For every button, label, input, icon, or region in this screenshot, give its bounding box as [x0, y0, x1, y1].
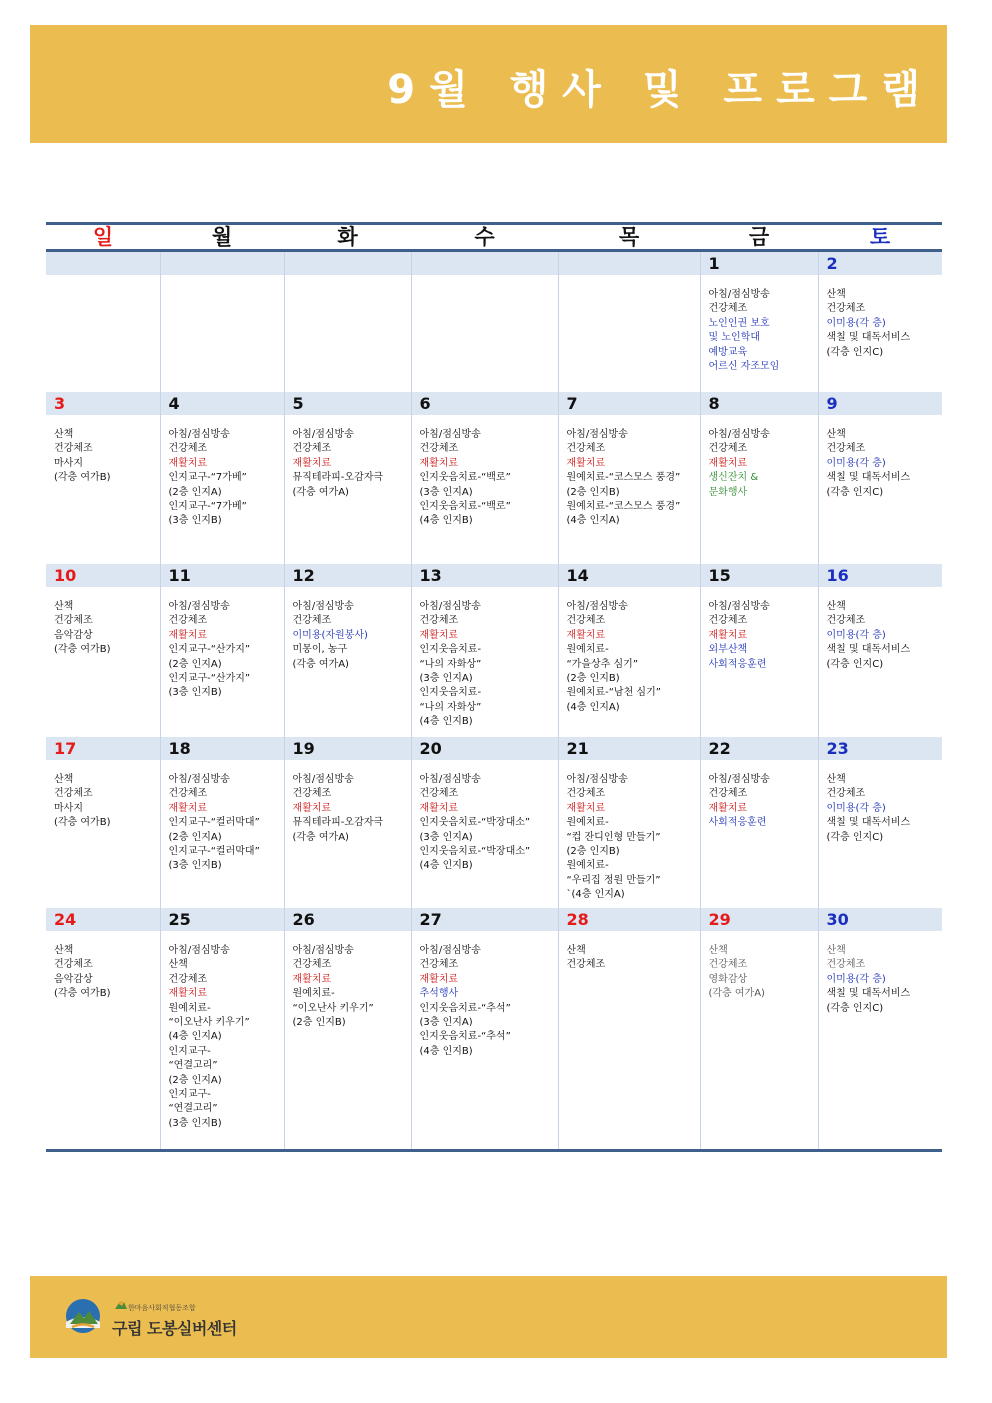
program-item: 추석행사	[419, 988, 459, 1000]
weekday-saturday: 토	[818, 224, 942, 251]
program-item: 재활치료	[419, 973, 459, 985]
date-cell-saturday: 16	[818, 564, 942, 587]
program-row	[46, 275, 942, 392]
program-item: 건강체조	[292, 788, 332, 800]
program-item: (2층 인지B)	[566, 486, 620, 498]
program-item: 산책	[826, 289, 846, 300]
program-item: 인지웃음치료-“추석”	[419, 1031, 511, 1043]
program-item: “컵 잔디인형 만들기”	[566, 831, 661, 843]
program-cell-wednesday	[411, 587, 558, 737]
program-item: 및 노인학대	[708, 332, 760, 344]
weekday-monday: 월	[160, 224, 284, 251]
date-cell-tuesday: 12	[284, 564, 411, 587]
program-cell-tuesday	[284, 931, 411, 1150]
program-item: 재활치료	[566, 629, 606, 641]
program-item: 건강체조	[54, 788, 93, 800]
program-item: 건강체조	[826, 303, 866, 315]
program-item: 아침/점심방송	[566, 774, 628, 785]
date-cell-tuesday: 5	[284, 392, 411, 415]
date-cell-friday: 15	[700, 564, 818, 587]
program-item: 원예치료-“남천 심기”	[566, 687, 661, 699]
weekday-sunday: 일	[46, 224, 160, 251]
date-cell-thursday: 7	[558, 392, 700, 415]
program-item: “연결고리”	[168, 1060, 218, 1072]
program-item: 아침/점심방송	[419, 774, 481, 785]
program-item: 음악감상	[54, 629, 93, 641]
program-item: 산책	[168, 959, 188, 971]
program-item: 건강체조	[566, 443, 606, 455]
program-item: 산책	[708, 945, 728, 956]
program-cell-monday	[160, 415, 284, 564]
program-item: (4층 인지A)	[566, 701, 620, 713]
program-item: (각층 여가A)	[708, 988, 765, 1000]
program-cell-friday	[700, 275, 818, 392]
program-item: “이오난사 키우기”	[168, 1017, 250, 1029]
program-cell-thursday	[558, 587, 700, 737]
weekday-friday: 금	[700, 224, 818, 251]
program-item: 사회적응훈련	[708, 817, 767, 829]
program-item: (3층 인지A)	[419, 831, 473, 843]
program-cell-friday	[700, 587, 818, 737]
program-item: 이미용(각 층)	[826, 457, 886, 469]
program-item: 인지교구-“컬러막대”	[168, 817, 260, 829]
date-cell-thursday: 21	[558, 737, 700, 760]
program-cell-tuesday	[284, 275, 411, 392]
program-item: 재활치료	[168, 988, 208, 1000]
program-item: (3층 인지A)	[419, 486, 473, 498]
program-item: 재활치료	[292, 802, 332, 814]
program-item: 인지웃음치료-“박장대소”	[419, 817, 531, 829]
program-item: 건강체조	[708, 959, 748, 971]
program-item: 재활치료	[292, 973, 332, 985]
program-item: 아침/점심방송	[566, 429, 628, 440]
program-cell-sunday	[46, 415, 160, 564]
program-item: 건강체조	[419, 443, 459, 455]
program-item: 건강체조	[292, 959, 332, 971]
date-cell-friday: 1	[700, 251, 818, 276]
date-cell-monday: 11	[160, 564, 284, 587]
program-row	[46, 931, 942, 1150]
date-cell-sunday	[46, 251, 160, 276]
program-item: 인지교구-“산가지”	[168, 673, 251, 685]
program-item: 외부산책	[708, 644, 748, 656]
program-item: “나의 자화상”	[419, 658, 482, 670]
program-row	[46, 760, 942, 908]
date-cell-monday	[160, 251, 284, 276]
program-item: (4층 인지B)	[419, 716, 473, 728]
program-item: 건강체조	[292, 615, 332, 627]
date-cell-thursday: 14	[558, 564, 700, 587]
program-cell-saturday	[818, 275, 942, 392]
date-cell-monday: 18	[160, 737, 284, 760]
program-item: 아침/점심방송	[292, 945, 354, 956]
center-name: 구립 도봉실버센터	[112, 1319, 237, 1338]
program-item: 건강체조	[826, 443, 866, 455]
program-cell-saturday	[818, 931, 942, 1150]
program-item: (각층 여가B)	[54, 817, 111, 829]
weekday-tuesday: 화	[284, 224, 411, 251]
program-item: “나의 자화상”	[419, 701, 482, 713]
program-item: 건강체조	[419, 615, 459, 627]
program-item: 아침/점심방송	[708, 601, 770, 612]
program-item: (각층 인지C)	[826, 1002, 884, 1014]
program-item: 건강체조	[419, 788, 459, 800]
program-item: 재활치료	[566, 802, 606, 814]
program-cell-tuesday	[284, 415, 411, 564]
program-item: 색칠 및 대독서비스	[826, 644, 911, 656]
program-item: 재활치료	[708, 802, 748, 814]
program-item: 산책	[826, 774, 846, 785]
date-cell-sunday: 3	[46, 392, 160, 415]
date-cell-tuesday: 19	[284, 737, 411, 760]
program-cell-wednesday	[411, 415, 558, 564]
program-cell-thursday	[558, 760, 700, 908]
program-item: 노인인권 보호	[708, 317, 770, 329]
date-cell-wednesday: 27	[411, 908, 558, 931]
program-item: 이미용(각 층)	[826, 802, 886, 814]
program-item: 건강체조	[419, 959, 459, 971]
weekday-header-row	[46, 224, 942, 251]
program-item: 인지웃음치료-“추석”	[419, 1002, 511, 1014]
program-item: 건강체조	[826, 615, 866, 627]
program-item: 건강체조	[566, 959, 606, 971]
program-item: (각층 인지C)	[826, 658, 884, 670]
program-item: 미몽이, 농구	[292, 644, 348, 656]
program-item: 아침/점심방송	[168, 945, 230, 956]
program-item: 음악감상	[54, 973, 93, 985]
program-item: 인지교구-“7가베”	[168, 501, 247, 513]
program-item: 아침/점심방송	[419, 601, 481, 612]
calendar-table	[46, 222, 942, 1152]
program-item: 예방교육	[708, 346, 748, 358]
program-item: (4층 인지A)	[566, 515, 620, 527]
program-item: 인지교구-“컬러막대”	[168, 846, 260, 858]
program-cell-thursday	[558, 931, 700, 1150]
program-item: 인지웃음치료-“백로”	[419, 501, 511, 513]
program-item: (3층 인지B)	[168, 515, 222, 527]
program-item: 원예치료-	[566, 644, 609, 656]
program-item: 인지웃음치료-	[419, 644, 482, 656]
date-cell-saturday: 23	[818, 737, 942, 760]
program-item: 이미용(자원봉사)	[292, 629, 368, 641]
program-item: 이미용(각 층)	[826, 317, 886, 329]
program-item: 아침/점심방송	[168, 601, 230, 612]
program-cell-thursday	[558, 275, 700, 392]
program-item: 재활치료	[419, 802, 459, 814]
program-item: 건강체조	[826, 959, 866, 971]
date-cell-sunday: 17	[46, 737, 160, 760]
program-item: (4층 인지B)	[419, 515, 473, 527]
program-item: 재활치료	[708, 457, 748, 469]
program-item: 아침/점심방송	[566, 601, 628, 612]
program-item: 건강체조	[708, 303, 748, 315]
date-cell-sunday: 24	[46, 908, 160, 931]
date-cell-wednesday	[411, 251, 558, 276]
date-cell-tuesday: 26	[284, 908, 411, 931]
program-item: 마사지	[54, 457, 83, 469]
program-item: (각층 여가B)	[54, 988, 111, 1000]
program-item: 색칠 및 대독서비스	[826, 472, 911, 484]
date-cell-wednesday: 20	[411, 737, 558, 760]
program-cell-tuesday	[284, 760, 411, 908]
program-item: 아침/점심방송	[708, 429, 770, 440]
weekday-thursday: 목	[558, 224, 700, 251]
program-item: 아침/점심방송	[292, 601, 354, 612]
program-item: “가을상추 심기”	[566, 658, 638, 670]
program-item: 원예치료-“코스모스 풍경”	[566, 472, 681, 484]
cooperative-name: 한마음사회적협동조합	[128, 1304, 196, 1312]
program-row	[46, 415, 942, 564]
program-item: 색칠 및 대독서비스	[826, 817, 911, 829]
program-cell-wednesday	[411, 760, 558, 908]
program-item: 건강체조	[292, 443, 332, 455]
program-item: (각층 여가A)	[292, 658, 349, 670]
program-cell-monday	[160, 760, 284, 908]
program-item: 산책	[826, 945, 846, 956]
program-item: 재활치료	[566, 457, 606, 469]
program-item: 영화감상	[708, 973, 748, 985]
program-item: 아침/점심방송	[168, 429, 230, 440]
program-cell-sunday	[46, 587, 160, 737]
program-item: 건강체조	[708, 615, 748, 627]
program-cell-monday	[160, 275, 284, 392]
program-cell-sunday	[46, 760, 160, 908]
date-cell-friday: 8	[700, 392, 818, 415]
program-item: 재활치료	[419, 629, 459, 641]
program-item: 건강체조	[566, 788, 606, 800]
program-item: 아침/점심방송	[419, 429, 481, 440]
center-logo-icon	[62, 1298, 104, 1334]
program-item: 이미용(각 층)	[826, 629, 886, 641]
program-item: 재활치료	[168, 629, 208, 641]
program-cell-friday	[700, 760, 818, 908]
program-item: 재활치료	[168, 457, 208, 469]
program-item: (3층 인지A)	[419, 1017, 473, 1029]
program-item: (4층 인지A)	[168, 1031, 222, 1043]
program-item: 인지웃음치료-	[419, 687, 482, 699]
program-item: 어르신 자조모임	[708, 361, 780, 373]
program-item: 건강체조	[168, 443, 208, 455]
program-item: 원예치료-	[168, 1002, 211, 1014]
program-cell-sunday	[46, 931, 160, 1150]
program-cell-monday	[160, 587, 284, 737]
program-item: 아침/점심방송	[708, 289, 770, 300]
program-item: 재활치료	[708, 629, 748, 641]
program-cell-saturday	[818, 760, 942, 908]
program-item: 아침/점심방송	[168, 774, 230, 785]
program-item: 뮤직테라피-오감자극	[292, 817, 384, 829]
program-cell-monday	[160, 931, 284, 1150]
program-item: 건강체조	[54, 443, 93, 455]
program-item: 산책	[566, 945, 586, 956]
program-item: (2층 인지A)	[168, 1074, 222, 1086]
program-item: 뮤직테라피-오감자극	[292, 472, 384, 484]
program-item: 사회적응훈련	[708, 658, 767, 670]
date-cell-wednesday: 6	[411, 392, 558, 415]
program-cell-thursday	[558, 415, 700, 564]
program-item: 인지교구-“산가지”	[168, 644, 251, 656]
date-cell-sunday: 10	[46, 564, 160, 587]
program-item: (4층 인지B)	[419, 1045, 473, 1057]
program-item: 인지웃음치료-“박장대소”	[419, 846, 531, 858]
program-item: 산책	[54, 429, 74, 440]
program-item: (2층 인지B)	[566, 673, 620, 685]
program-item: “이오난사 키우기”	[292, 1002, 374, 1014]
date-cell-thursday	[558, 251, 700, 276]
program-cell-wednesday	[411, 275, 558, 392]
program-item: 재활치료	[292, 457, 332, 469]
program-item: 인지웃음치료-“백로”	[419, 472, 511, 484]
program-item: 아침/점심방송	[292, 774, 354, 785]
program-item: (2층 인지A)	[168, 831, 222, 843]
date-cell-saturday: 30	[818, 908, 942, 931]
program-cell-sunday	[46, 275, 160, 392]
program-item: 건강체조	[168, 973, 208, 985]
program-item: (3층 인지B)	[168, 1117, 222, 1129]
date-cell-wednesday: 13	[411, 564, 558, 587]
program-item: (3층 인지A)	[419, 673, 473, 685]
program-item: (4층 인지B)	[419, 860, 473, 872]
program-item: (2층 인지B)	[566, 846, 620, 858]
date-cell-friday: 22	[700, 737, 818, 760]
program-item: 건강체조	[566, 615, 606, 627]
program-item: (3층 인지B)	[168, 860, 222, 872]
program-item: 문화행사	[708, 486, 748, 498]
program-item: 건강체조	[168, 788, 208, 800]
program-item: 생신잔치 &	[708, 472, 759, 484]
program-item: 건강체조	[54, 615, 93, 627]
program-row	[46, 587, 942, 737]
program-cell-friday	[700, 415, 818, 564]
program-item: 색칠 및 대독서비스	[826, 332, 911, 344]
date-cell-saturday: 2	[818, 251, 942, 276]
program-item: 원예치료-	[292, 988, 335, 1000]
program-item: 재활치료	[168, 802, 208, 814]
date-cell-thursday: 28	[558, 908, 700, 931]
program-item: (2층 인지A)	[168, 658, 222, 670]
cooperative-logo-icon	[114, 1300, 128, 1310]
program-item: (각층 인지C)	[826, 831, 884, 843]
program-item: 이미용(각 층)	[826, 973, 886, 985]
program-item: 인지교구-	[168, 1045, 211, 1057]
date-row	[46, 908, 942, 931]
program-item: 건강체조	[708, 788, 748, 800]
program-item: 인지교구-	[168, 1089, 211, 1101]
date-cell-saturday: 9	[818, 392, 942, 415]
program-item: 원예치료-	[566, 860, 609, 872]
program-item: 아침/점심방송	[708, 774, 770, 785]
program-cell-saturday	[818, 587, 942, 737]
program-item: 건강체조	[708, 443, 748, 455]
date-row	[46, 737, 942, 760]
date-row	[46, 392, 942, 415]
date-cell-monday: 25	[160, 908, 284, 931]
program-item: (각층 여가B)	[54, 472, 111, 484]
program-item: (각층 여가A)	[292, 831, 349, 843]
program-item: 인지교구-“7가베”	[168, 472, 247, 484]
program-cell-saturday	[818, 415, 942, 564]
program-item: (각층 여가B)	[54, 644, 111, 656]
program-item: (각층 여가A)	[292, 486, 349, 498]
program-cell-wednesday	[411, 931, 558, 1150]
weekday-wednesday: 수	[411, 224, 558, 251]
program-item: 건강체조	[826, 788, 866, 800]
program-item: 원예치료-	[566, 817, 609, 829]
program-item: “우리집 정원 만들기”	[566, 874, 661, 886]
page-title: 9월 행사 및 프로그램	[387, 67, 934, 113]
date-row	[46, 251, 942, 276]
program-item: 산책	[826, 601, 846, 612]
program-item: “연결고리”	[168, 1103, 218, 1115]
program-item: 재활치료	[419, 457, 459, 469]
program-item: 산책	[826, 429, 846, 440]
program-item: 아침/점심방송	[419, 945, 481, 956]
date-cell-tuesday	[284, 251, 411, 276]
program-cell-tuesday	[284, 587, 411, 737]
program-item: (3층 인지B)	[168, 687, 222, 699]
date-cell-friday: 29	[700, 908, 818, 931]
program-item: (각층 인지C)	[826, 486, 884, 498]
program-item: 산책	[54, 774, 74, 785]
program-item: (2층 인지B)	[292, 1017, 346, 1029]
program-cell-friday	[700, 931, 818, 1150]
program-item: 색칠 및 대독서비스	[826, 988, 911, 1000]
date-row	[46, 564, 942, 587]
program-item: 마사지	[54, 802, 83, 814]
program-item: 원예치료-“코스모스 풍경”	[566, 501, 681, 513]
program-item: 아침/점심방송	[292, 429, 354, 440]
date-cell-monday: 4	[160, 392, 284, 415]
program-item: 건강체조	[168, 615, 208, 627]
program-item: (2층 인지A)	[168, 486, 222, 498]
program-item: 산책	[54, 601, 74, 612]
program-item: 산책	[54, 945, 74, 956]
program-item: `(4층 인지A)	[566, 889, 625, 901]
program-item: (각층 인지C)	[826, 346, 884, 358]
program-item: 건강체조	[54, 959, 93, 971]
